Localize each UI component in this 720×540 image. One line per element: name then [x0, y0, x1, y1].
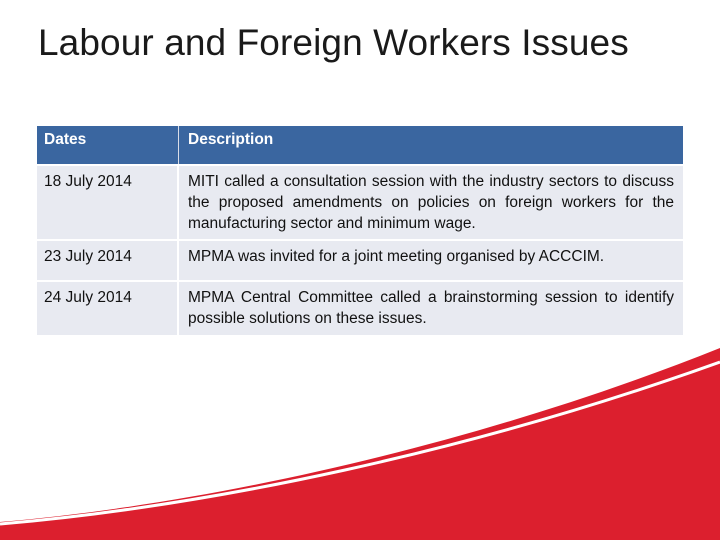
- header-description: Description: [179, 126, 683, 164]
- header-dates: Dates: [37, 126, 179, 164]
- row-description: MITI called a consultation session with the industry sectors to discuss the proposed amendments on policies on foreign workers for the manufacturing sector and minimum wage.: [179, 164, 683, 239]
- slide-title: Labour and Foreign Workers Issues: [38, 22, 629, 63]
- row-description: MPMA Central Committee called a brainstorming session to identify possible solutions on these issues.: [179, 280, 683, 335]
- row-date: 23 July 2014: [37, 239, 179, 280]
- row-date: 18 July 2014: [37, 164, 179, 239]
- row-description: MPMA was invited for a joint meeting organised by ACCCIM.: [179, 239, 683, 280]
- row-date: 24 July 2014: [37, 280, 179, 335]
